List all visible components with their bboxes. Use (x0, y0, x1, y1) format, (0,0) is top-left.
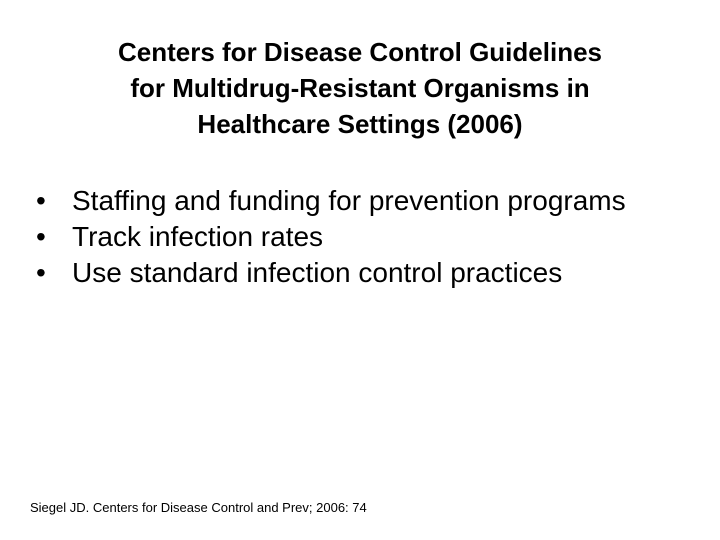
slide-title (40, 34, 680, 142)
bullet-text: Staffing and funding for prevention programs (72, 185, 626, 216)
bullet-text: Track infection rates (72, 221, 324, 252)
bullet-item (36, 184, 656, 217)
bullet-item (36, 256, 656, 289)
bullet-icon: • (36, 257, 46, 288)
bullet-icon: • (36, 221, 46, 252)
bullet-icon: • (36, 185, 46, 216)
title-line-2: for Multidrug-Resistant Organisms in (130, 73, 590, 103)
citation: Siegel JD. Centers for Disease Control and Prev; 2006: 74 (30, 500, 367, 515)
bullet-list (36, 184, 656, 292)
title-line-3: Healthcare Settings (2006) (197, 109, 523, 139)
bullet-item (36, 220, 656, 253)
bullet-text: Use standard infection control practices (72, 257, 563, 288)
title-line-1: Centers for Disease Control Guidelines (117, 37, 602, 67)
